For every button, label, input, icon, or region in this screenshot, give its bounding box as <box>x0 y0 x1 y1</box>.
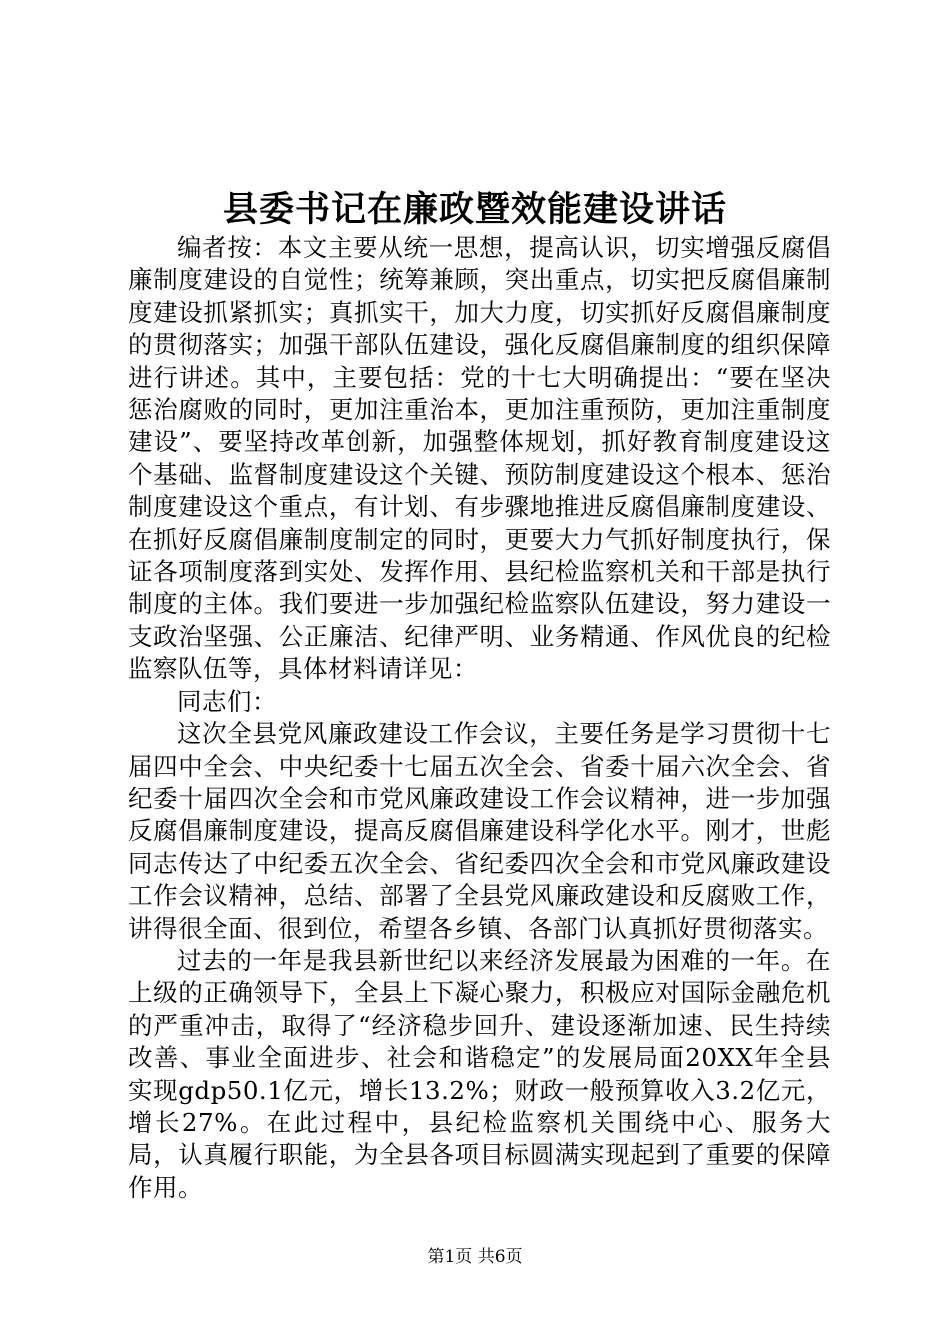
page-number-footer: 第1页 共6页 <box>427 1247 523 1267</box>
document-title: 县委书记在廉政暨效能建设讲话 <box>222 189 727 230</box>
paragraph-meeting-tasks: 这次全县党风廉政建设工作会议，主要任务是学习贯彻十七届四中全会、中央纪委十七届五次全会、省委十届六次全会、省纪委十届四次全会和市党风廉政建设工作会议精神，进一步加强反腐倡廉制度建设，提高反腐倡廉建设科学化水平。刚才，世彪同志传达了中纪委五次全会、省纪委四次全会和市党风廉政建设工作会议精神，总结、部署了全县党风廉政建设和反腐败工作，讲得很全面、很到位，希望各乡镇、各部门认真抓好贯彻落实。 <box>128 719 831 943</box>
paragraph-editor-note: 编者按：本文主要从统一思想，提高认识，切实增强反腐倡廉制度建设的自觉性；统筹兼顾，突出重点，切实把反腐倡廉制度建设抓紧抓实；真抓实干，加大力度，切实抓好反腐倡廉制度的贯彻落实；加强干部队伍建设，强化反腐倡廉制度的组织保障进行讲述。其中，主要包括：党的十七大明确提出：“要在坚决惩治腐败的同时，更加注重治本，更加注重预防，更加注重制度建设”、要坚持改革创新，加强整体规划，抓好教育制度建设这个基础、监督制度建设这个关键、预防制度建设这个根本、惩治制度建设这个重点，有计划、有步骤地推进反腐倡廉制度建设、在抓好反腐倡廉制度制定的同时，更要大力气抓好制度执行，保证各项制度落到实处、发挥作用、县纪检监察机关和干部是执行制度的主体。我们要进一步加强纪检监察队伍建设，努力建设一支政治坚强、公正廉洁、纪律严明、业务精通、作风优良的纪检监察队伍等，具体材料请详见： <box>128 233 831 684</box>
paragraph-salutation: 同志们： <box>177 686 277 716</box>
paragraph-past-year: 过去的一年是我县新世纪以来经济发展最为困难的一年。在上级的正确领导下，全县上下凝心聚力，积极应对国际金融危机的严重冲击，取得了“经济稳步回升、建设逐渐加速、民生持续改善、事业全面进步、社会和谐稳定”的发展局面20XX年全县实现gdp50.1亿元，增长13.2%；财政一般预算收入3.2亿元，增长27%。在此过程中，县纪检监察机关围绕中心、服务大局，认真履行职能，为全县各项目标圆满实现起到了重要的保障作用。 <box>128 945 831 1202</box>
document-body <box>128 232 831 1204</box>
